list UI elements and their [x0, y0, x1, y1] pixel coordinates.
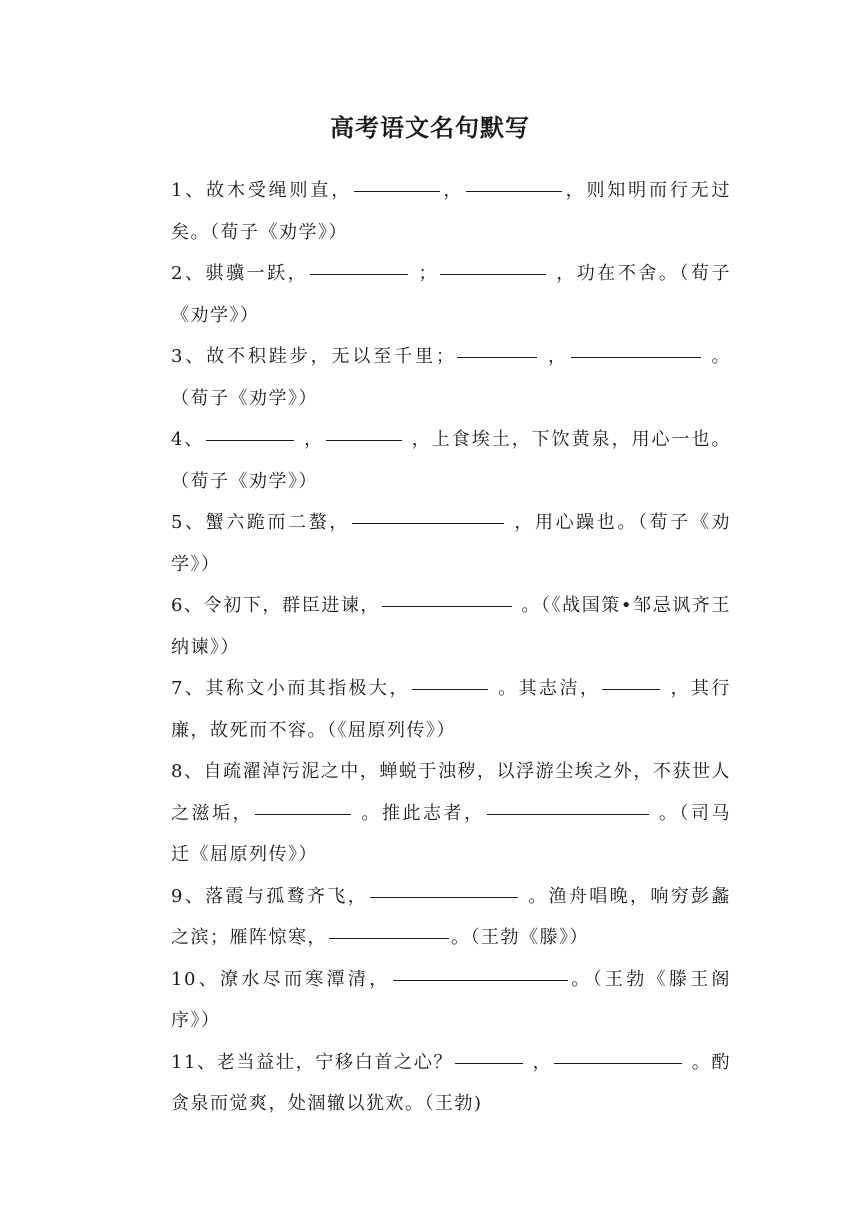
- question-text: ，功在不舍。（荀子《劝学》）: [171, 263, 731, 326]
- answer-blank: [487, 813, 649, 815]
- question-text: 11、老当益壮，宁移白首之心？: [171, 1051, 454, 1073]
- answer-blank: [466, 190, 562, 192]
- question-text: ，: [296, 429, 325, 450]
- answer-blank: [326, 439, 402, 441]
- question-text: 2、骐骥一跃，: [171, 263, 309, 284]
- answer-blank: [457, 356, 537, 358]
- question-item: [171, 170, 731, 253]
- question-text: ，: [539, 346, 569, 367]
- question-item: [171, 585, 731, 668]
- answer-blank: [310, 273, 408, 275]
- answer-blank: [255, 813, 351, 815]
- question-text: ，其行廉，故死而不容。（《屈原列传》）: [171, 678, 731, 741]
- answer-blank: [393, 979, 568, 981]
- question-item: [171, 959, 731, 1042]
- question-text: 。渔舟唱晚，响穷彭蠡之滨；雁阵惊寒，: [171, 885, 731, 948]
- question-item: [171, 502, 731, 585]
- question-item: [171, 1042, 731, 1125]
- question-text: 。（司马迁《屈原列传》）: [171, 802, 732, 865]
- question-text: 。推此志者，: [353, 802, 485, 824]
- question-list: [171, 170, 731, 1125]
- answer-blank: [455, 1062, 523, 1064]
- question-text: 10、潦水尽而寒潭清，: [171, 968, 391, 990]
- answer-blank: [354, 190, 440, 192]
- question-item: [171, 751, 731, 876]
- answer-blank: [352, 522, 504, 524]
- answer-blank: [206, 439, 294, 441]
- question-item: [171, 668, 731, 751]
- question-text: 4、: [171, 429, 205, 450]
- question-text: 6、令初下，群臣进谏，: [171, 595, 381, 616]
- question-text: 5、蟹六跪而二螯，: [171, 512, 350, 533]
- answer-blank: [602, 688, 660, 690]
- question-text: ，则知明而行无过矣。（荀子《劝学》）: [171, 180, 732, 243]
- question-text: ，: [525, 1051, 553, 1073]
- question-text: 。（《战国策•邹忌讽齐王纳谏》）: [171, 595, 732, 658]
- question-text: ；: [410, 263, 438, 284]
- question-text: ，上食埃土，下饮黄泉，用心一也。（荀子《劝学》）: [171, 429, 731, 492]
- answer-blank: [412, 688, 488, 690]
- question-item: [171, 419, 731, 502]
- question-text: 3、故不积跬步，无以至千里；: [171, 346, 456, 367]
- question-item: [171, 253, 731, 336]
- question-text: 8、自疏濯淖污泥之中，蝉蜕于浊秽，以浮游尘埃之外，不获世人之滋垢，: [171, 761, 731, 824]
- question-text: 。（荀子《劝学》）: [171, 346, 731, 409]
- answer-blank: [329, 937, 449, 939]
- question-text: 7、其称文小而其指极大，: [171, 678, 410, 699]
- question-text: 9、落霞与孤鹜齐飞，: [171, 885, 369, 907]
- answer-blank: [382, 605, 512, 607]
- question-text: ，用心躁也。（荀子《劝学》）: [171, 512, 731, 575]
- question-text: 。酌贪泉而觉爽，处涸辙以犹欢。（王勃): [171, 1051, 731, 1114]
- question-text: 1、故木受绳则直，: [171, 180, 353, 201]
- question-item: [171, 876, 731, 959]
- question-text: 。（王勃《滕王阁序》）: [171, 968, 732, 1031]
- question-text: 。（王勃《滕》）: [451, 927, 589, 948]
- question-text: 。其志洁，: [489, 678, 601, 699]
- answer-blank: [370, 896, 518, 898]
- page-title: 高考语文名句默写: [330, 113, 530, 142]
- question-item: [171, 336, 731, 419]
- answer-blank: [440, 273, 546, 275]
- answer-blank: [554, 1062, 682, 1064]
- question-text: ，: [442, 180, 465, 201]
- answer-blank: [571, 356, 701, 358]
